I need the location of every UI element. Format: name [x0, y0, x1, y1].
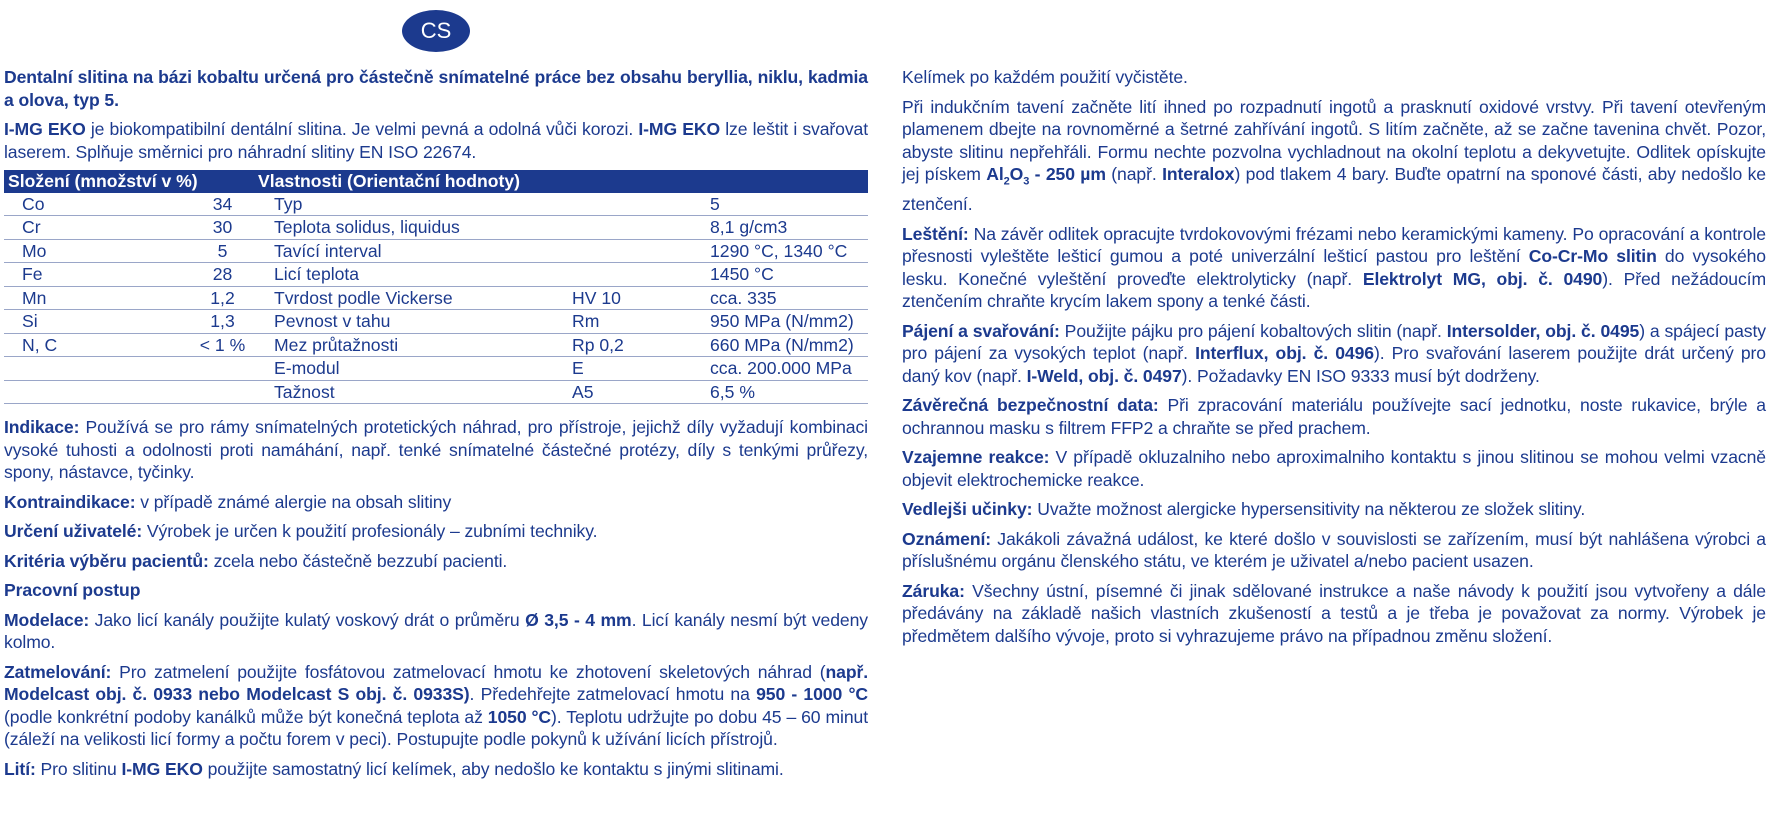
text: (podle konkrétní podoby kanálků může být konečná teplota až — [4, 706, 488, 727]
investing-paragraph — [4, 661, 868, 751]
label: Kontraindikace: — [4, 491, 136, 512]
element-cell — [4, 357, 191, 381]
procedure-heading: Pracovní postup — [4, 580, 141, 600]
emphasis: Al — [986, 164, 1004, 184]
side-effects-paragraph — [902, 498, 1766, 521]
emphasis: I-MG EKO — [121, 758, 203, 779]
value-cell: 5 — [706, 193, 868, 216]
notification-paragraph — [902, 528, 1766, 573]
text: Jako licí kanály použijte kulatý voskový drát o průměru — [89, 609, 526, 630]
document-title: Dentalní slitina na bázi kobaltu určená pro částečně snímatelné práce bez obsahu beryllia, niklu, kadmia a olova, typ 5. — [4, 67, 868, 110]
text: použijte samostatný licí kelímek, aby nedošlo ke kontaktu s jinými slitinami. — [202, 758, 784, 779]
composition-table — [4, 170, 868, 404]
value-cell: 8,1 g/cm3 — [706, 216, 868, 240]
property-cell: Tažnost — [254, 380, 568, 404]
text: ) pod tlakem 4 bary. Buďte opatrní na sponové části, aby nedošlo ke ztenčení. — [902, 164, 1766, 215]
emphasis: Co-Cr-Mo slitin — [1528, 246, 1657, 267]
property-cell: Tavící interval — [254, 239, 568, 263]
table-row — [4, 333, 868, 357]
language-badge: CS — [402, 10, 470, 52]
property-cell: Licí teplota — [254, 263, 568, 287]
amount-cell: 30 — [191, 216, 254, 240]
subscript: 2 — [1003, 175, 1010, 188]
patient-criteria-paragraph — [4, 550, 868, 573]
text: Uvažte možnost alergicke hypersensitivity na některou ze složek slitiny. — [1032, 499, 1586, 520]
text: do vysokého lesku. Konečné vyleštění proveďte elektrolyticky (např. — [902, 246, 1766, 289]
amount-cell: 34 — [191, 193, 254, 216]
text: Pro zatmelení použijte fosfátovou zatmelovací hmotu ke zhotovení skeletových náhrad ( — [111, 661, 826, 682]
symbol-cell: HV 10 — [568, 286, 706, 310]
safety-paragraph — [902, 394, 1766, 439]
text: Na závěr odlitek opracujte tvrdokovovými frézami nebo keramickými kameny. Po opracování a kontrole přesnosti vyleštěte lešticí gumou a poté univerzální lešticí pastou pro leštění — [902, 223, 1766, 267]
soldering-paragraph — [902, 320, 1766, 388]
label: Závěrečná bezpečnostní data: — [902, 395, 1159, 416]
property-cell: Typ — [254, 193, 568, 216]
casting-paragraph — [4, 758, 868, 781]
label: Modelace: — [4, 609, 90, 630]
value-cell: 950 MPa (N/mm2) — [706, 310, 868, 334]
label: Vzajemne reakce: — [902, 447, 1050, 468]
symbol-cell: A5 — [568, 380, 706, 404]
property-cell: Mez průtažnosti — [254, 333, 568, 357]
composition-header: Složení (množství v %) — [4, 170, 254, 193]
label: Kritéria výběru pacientů: — [4, 550, 209, 571]
text: ) a spájecí pasty pro pájení za vysokých teplot (např. — [902, 320, 1766, 364]
modelling-paragraph — [4, 609, 868, 654]
amount-cell — [191, 357, 254, 381]
text: Pro slitinu — [35, 758, 122, 779]
indication-paragraph — [4, 416, 868, 484]
element-cell: Mo — [4, 239, 191, 263]
text: V případě okluzalniho nebo aproximalniho kontaktu s jinou slitinou se mohou velmi vzacně objevit elektrochemicke reakce. — [902, 447, 1766, 490]
symbol-cell: Rm — [568, 310, 706, 334]
polishing-paragraph — [902, 223, 1766, 313]
table-row — [4, 216, 868, 240]
value-cell: 660 MPa (N/mm2) — [706, 333, 868, 357]
property-cell: Pevnost v tahu — [254, 310, 568, 334]
emphasis: Interflux, obj. č. 0496 — [1195, 343, 1374, 364]
text: Všechny ústní, písemné či jinak sdělované instrukce a naše návody k použití jsou vytvořeny a dále předávány na základě našich vlastních zkušeností a testů a je třeba je považovat za normy. Výrobek je předmětem dalšího vývoje, proto si vyhrazujeme právo na případnou změnu složení. — [902, 580, 1766, 646]
element-cell: Co — [4, 193, 191, 216]
symbol-cell: Rp 0,2 — [568, 333, 706, 357]
label: Leštění: — [902, 223, 969, 244]
left-column — [4, 66, 868, 787]
element-cell — [4, 380, 191, 404]
label: Určení uživatelé: — [4, 521, 143, 541]
text: . Licí kanály nesmí být vedeny kolmo. — [4, 609, 868, 652]
table-header-row — [4, 170, 868, 193]
emphasis: O — [1009, 164, 1024, 184]
label: Záruka: — [902, 580, 965, 601]
symbol-cell — [568, 193, 706, 216]
contraindication-paragraph — [4, 491, 868, 514]
emphasis: Elektrolyt MG, obj. č. 0490 — [1362, 268, 1603, 289]
crucible-paragraph: Kelímek po každém použití vyčistěte. — [902, 67, 1188, 87]
emphasis: 1050 °C — [487, 706, 552, 727]
amount-cell: < 1 % — [191, 333, 254, 357]
emphasis: I-Weld, obj. č. 0497 — [1026, 365, 1182, 386]
property-cell: Teplota solidus, liquidus — [254, 216, 568, 240]
element-cell: Fe — [4, 263, 191, 287]
text: ). Pro svařování laserem použijte drát určený pro daný kov (např. — [902, 343, 1766, 386]
symbol-cell: E — [568, 357, 706, 381]
amount-cell: 5 — [191, 239, 254, 263]
text: ). Před nežádoucím ztenčením chraňte krycím lakem spony a tenké části. — [902, 268, 1766, 312]
intro-text: je biokompatibilní dentální slitina. Je velmi pevná a odolná vůči korozi. — [85, 119, 639, 139]
table-body — [4, 193, 868, 404]
amount-cell — [191, 380, 254, 404]
text: v případě známé alergie na obsah slitiny — [135, 491, 452, 512]
emphasis: např. Modelcast obj. č. 0933 nebo Modelcast S obj. č. 0933S) — [4, 661, 868, 704]
emphasis: - 250 µm — [1029, 164, 1106, 184]
text: . Předehřejte zatmelovací hmotu na — [469, 684, 757, 704]
value-cell: 6,5 % — [706, 380, 868, 404]
value-cell: cca. 200.000 MPa — [706, 357, 868, 381]
label: Lití: — [4, 758, 36, 779]
emphasis: Ø 3,5 - 4 mm — [525, 609, 632, 630]
amount-cell: 1,2 — [191, 286, 254, 310]
text: ). Teplotu udržujte po dobu 45 – 60 minut (záleží na velikosti licí formy a počtu forem v peci). Postupujte podle pokynů k užívání licích přístrojů. — [4, 706, 868, 749]
symbol-cell — [568, 239, 706, 263]
symbol-cell — [568, 216, 706, 240]
element-cell: N, C — [4, 333, 191, 357]
symbol-cell — [568, 263, 706, 287]
table-row — [4, 310, 868, 334]
right-column — [902, 66, 1766, 654]
text: Výrobek je určen k použití profesionály – zubními techniky. — [142, 521, 598, 541]
intro-text: lze leštit i svařovat laserem. Splňuje směrnici pro náhradní slitiny EN ISO 22674. — [4, 119, 869, 162]
text: Jakákoli závažná událost, ke které došlo v souvislosti se zařízením, musí být nahlášena výrobci a příslušnému orgánu členského státu, ve kterém je uživatel a/nebo pacient usazen. — [902, 528, 1766, 572]
warranty-paragraph — [902, 580, 1766, 648]
table-row — [4, 239, 868, 263]
table-row — [4, 193, 868, 216]
text: Používá se pro rámy snímatelných protetických náhrad, pro přístroje, jejichž díly vyžadují kombinaci vysoké tuhosti a odolnosti proti namáhání, např. tenké snímatelné částečné protézy, díly s tenkými průřezy, spony, nástavce, tyčinky. — [4, 417, 868, 482]
element-cell: Si — [4, 310, 191, 334]
melting-paragraph — [902, 96, 1766, 216]
text: ). Požadavky EN ISO 9333 musí být dodrženy. — [1181, 365, 1540, 386]
text: Při indukčním tavení začněte lití ihned po rozpadnutí ingotů a prasknutí oxidové vrstvy. Při tavení otevřeným plamenem dbejte na rovnoměrné a šetrné zahřívání ingotů. S litím začněte, až se začne tavenina chvět. Pozor, abyste slitinu nepřehřáli. Formu nechte pozvolna vychladnout na okolní teplotu a dekyvetujte. Odlitek opískujte jej pískem — [902, 96, 1766, 184]
label: Pájení a svařování: — [902, 320, 1060, 341]
text: Použijte pájku pro pájení kobaltových slitin (např. — [1059, 320, 1447, 341]
property-cell: E-modul — [254, 357, 568, 381]
emphasis: Intersolder, obj. č. 0495 — [1446, 320, 1640, 341]
property-cell: Tvrdost podle Vickerse — [254, 286, 568, 310]
label: Zatmelování: — [4, 661, 112, 682]
element-cell: Mn — [4, 286, 191, 310]
properties-header: Vlastnosti (Orientační hodnoty) — [254, 170, 868, 193]
table-row — [4, 357, 868, 381]
text: Při zpracování materiálu používejte sací jednotku, noste rukavice, brýle a ochrannou masku s filtrem FFP2 a chraňte se před prachem. — [902, 395, 1766, 438]
table-row — [4, 286, 868, 310]
intro-paragraph — [4, 118, 868, 163]
value-cell: 1450 °C — [706, 263, 868, 287]
text: (např. — [1105, 164, 1163, 184]
emphasis: 950 - 1000 °C — [756, 684, 868, 704]
value-cell: cca. 335 — [706, 286, 868, 310]
label: Vedlejši učinky: — [902, 499, 1033, 520]
element-cell: Cr — [4, 216, 191, 240]
intended-users-paragraph — [4, 520, 868, 543]
value-cell: 1290 °C, 1340 °C — [706, 239, 868, 263]
label: Oznámení: — [902, 528, 992, 549]
table-row — [4, 263, 868, 287]
table-row — [4, 380, 868, 404]
emphasis: Interalox — [1162, 164, 1235, 184]
amount-cell: 28 — [191, 263, 254, 287]
product-name: I-MG EKO — [638, 119, 721, 139]
amount-cell: 1,3 — [191, 310, 254, 334]
subscript: 3 — [1023, 175, 1030, 188]
label: Indikace: — [4, 417, 80, 437]
interactions-paragraph — [902, 446, 1766, 491]
product-name: I-MG EKO — [4, 119, 86, 139]
text: zcela nebo částečně bezzubí pacienti. — [208, 550, 508, 571]
